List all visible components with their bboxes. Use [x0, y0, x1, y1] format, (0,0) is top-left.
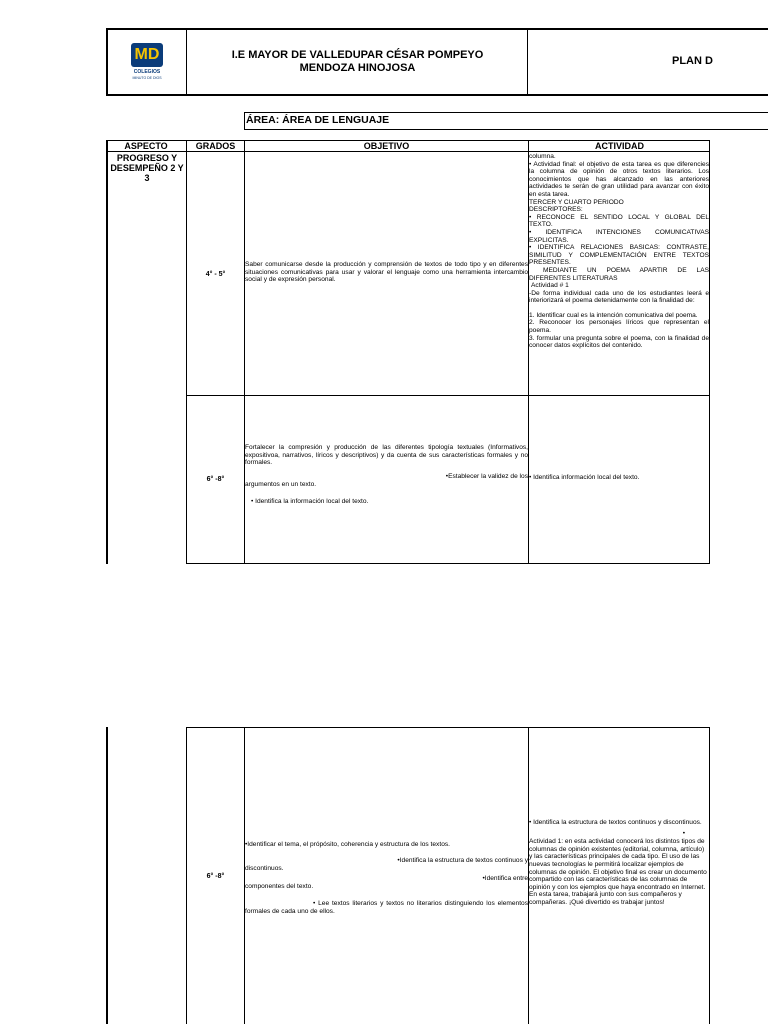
objective-cell-4-5: Saber comunicarse desde la producción y comprensión de textos de todo tipo y en diferentes situaciones comunicativas para usar y valorar el lenguaje como una herramienta intercambio social y de expresión personal.: [245, 261, 528, 284]
page2-objective-cell: [245, 841, 528, 915]
activity-line: 3. formular una pregunta sobre el poema, con la finalidad de conocer datos explícitos del contenido.: [529, 334, 709, 350]
objective-line: •Establecer la validez de los: [445, 472, 528, 480]
page2-grade-cell: 6° -8°: [206, 872, 225, 880]
activity-line: 1. Identificar cual es la intención comunicativa del poema.: [529, 311, 698, 319]
activity-line: columna.: [529, 153, 556, 160]
objective-line: discontinuos.: [245, 865, 284, 873]
objective-line: argumentos en un texto.: [245, 481, 317, 489]
activity-cell-6-8: • Identifica información local del texto.: [529, 474, 640, 481]
area-title: ÁREA: ÁREA DE LENGUAJE: [246, 114, 390, 126]
logo-name: COLEGIOS: [133, 69, 161, 75]
activity-cell-4-5: [529, 153, 709, 395]
aspecto-cell: PROGRESO Y DESEMPEÑO 2 Y 3: [110, 153, 184, 183]
grade-cell-6-8: 6° -8°: [206, 476, 225, 483]
activity-line: •: [682, 829, 685, 837]
page2-left-border: [106, 727, 108, 1024]
col-header-actividad: ACTIVIDAD: [595, 141, 644, 151]
activity-line: MEDIANTE UN POEMA APARTIR DE LAS DIFERENTES LITERATURAS: [529, 266, 709, 282]
objective-cell-6-8: [245, 444, 528, 506]
col-header-aspecto: ASPECTO: [124, 141, 168, 151]
table-right-border: [709, 140, 710, 564]
activity-line: DESCRIPTORES:: [529, 206, 583, 214]
objective-line: • Lee textos literarios y textos no literarios distinguiendo los elementos formales de cada uno de ellos.: [245, 899, 528, 915]
activity-line: • IDENTIFICA RELACIONES BASICAS: CONTRASTE, SIMILITUD Y COMPLEMENTACIÓN ENTRE TEXTOS PRESENTES.: [529, 244, 709, 267]
objective-line: •Identificar el tema, el própósito, coherencia y estructura de los textos.: [245, 841, 450, 848]
objective-line: componentes del texto.: [245, 883, 314, 891]
objective-line: Fortalecer la compresión y producción de las diferentes tipología textuales (Informativos, expositivoa, narrativos, líricos y descriptivos) y da cuenta de sus características formales y no formales.: [245, 444, 528, 467]
logo-subtitle: MINUTO DE DIOS: [132, 76, 162, 80]
activity-line: Actividad # 1: [531, 282, 569, 290]
activity-line: TERCER Y CUARTO PERIODO: [529, 198, 624, 206]
activity-line: • RECONOCE EL SENTIDO LOCAL Y GLOBAL DEL TEXTO.: [529, 213, 709, 229]
plan-title: PLAN D: [672, 55, 713, 67]
grade-cell-4-5: 4° - 5°: [205, 270, 226, 278]
activity-line: Actividad 1: en esta actividad conocerá los distintos tipos de columnas de opinión existentes (editorial, columna, artículo) y las características principales de cada tipo. El uso de las nuevas tecnologías le permitirá localizar ejemplos de columnas de opinión. El objetivo final es crear un documento compartido con las características de las columnas de opinión y con los ejemplos que haya encontrado en Internet. En esta tarea, trabajará junto con sus compañeros y compañeras. ¡Qué divertido es trabajar juntos!: [529, 838, 707, 906]
row-divider: [186, 395, 710, 396]
page2-right-border: [709, 727, 710, 1024]
objective-line: • Identifica la información local del texto.: [251, 497, 369, 505]
objective-line: •Identifica entre: [482, 874, 528, 882]
activity-line: -De forma individual cada uno de los estudiantes leerá e interiorizará el poema detenidamente con la finalidad de:: [529, 289, 709, 305]
activity-line: [529, 305, 709, 312]
activity-line: • Identifica la estructura de textos continuos y discontinuos.: [529, 819, 702, 826]
col-header-grados: GRADOS: [195, 141, 236, 151]
activity-line: 2. Reconocer los personajes líricos que representan el poema.: [529, 319, 709, 335]
col-header-objetivo: OBJETIVO: [363, 141, 410, 151]
activity-line: • IDENTIFICA INTENCIONES COMUNICATIVAS EXPLICITAS.: [529, 228, 709, 244]
activity-line: • Actividad final: el objetivo de esta tarea es que diferencies la columna de opinión de otros textos literarios. Los conocimientos que has alcanzado en las anteriores actividades te serán de gran utilidad para avanzar con éxito en esta tarea.: [529, 160, 709, 198]
page2-top-border: [186, 727, 710, 728]
logo-icon: MD: [131, 43, 163, 67]
logo-cell: [108, 30, 187, 94]
school-name: I.E MAYOR DE VALLEDUPAR CÉSAR POMPEYO MENDOZA HINOJOSA: [188, 30, 528, 94]
table-left-border: [106, 140, 108, 564]
objective-line: •Identifica la estructura de textos continuos y: [397, 856, 528, 864]
page2-activity-cell: [529, 819, 709, 907]
table-bottom-border: [186, 563, 710, 564]
